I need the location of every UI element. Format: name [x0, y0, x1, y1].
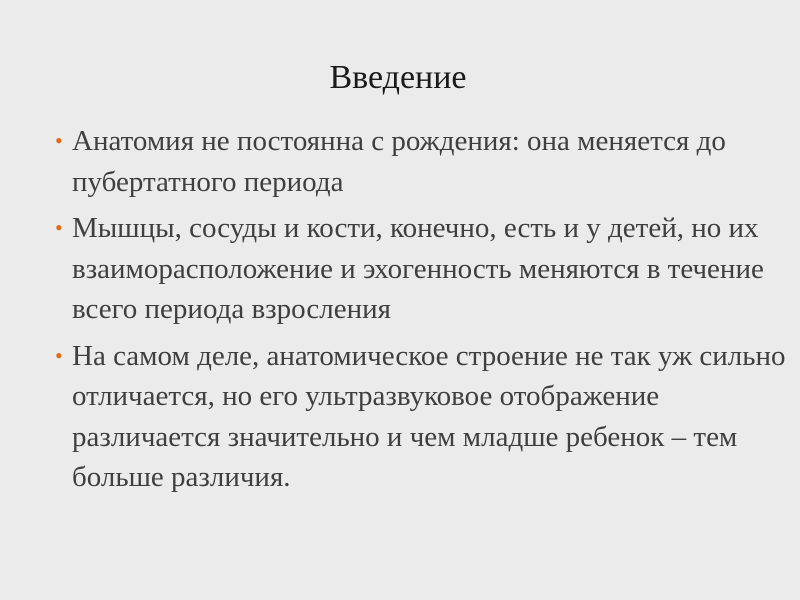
bullet-list [52, 121, 787, 504]
bullet-marker: • [55, 215, 63, 240]
bullet-marker: • [55, 342, 63, 368]
bullet-text: Мышцы, сосуды и кости, конечно, есть и у детей, но их взаиморасположение и эхогенность меняются в течение всего периода взросления [72, 212, 764, 325]
bullet-item [52, 336, 787, 498]
bullet-item [52, 121, 787, 202]
bullet-marker: • [55, 128, 63, 153]
bullet-item [52, 208, 787, 330]
slide-title: Введение [329, 59, 467, 96]
bullet-text: На самом деле, анатомическое строение не так уж сильно отличается, но его ультразвуковое отображение различается значительно и чем младше ребенок – тем больше различия. [72, 339, 786, 493]
bullet-text: Анатомия не постоянна с рождения: она меняется до пубертатного периода [72, 125, 726, 198]
